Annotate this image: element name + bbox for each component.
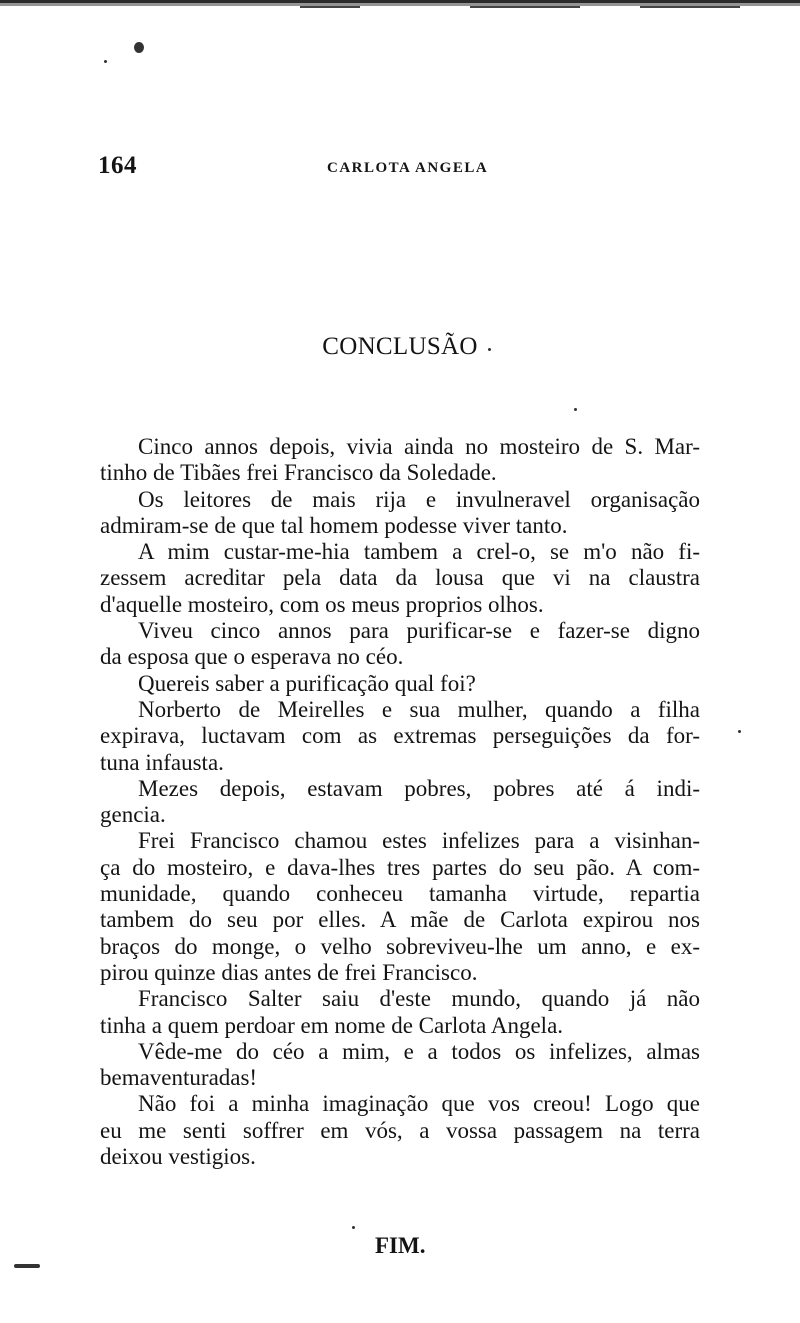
- text-line: Os leitores de mais rija e invulneravel organisação: [138, 486, 700, 512]
- text-line: zessem acreditar pela data da lousa que vi na claustra: [100, 565, 700, 591]
- ink-speck: [134, 42, 144, 53]
- text-line: Francisco Salter saiu d'este mundo, quando já não: [138, 986, 700, 1012]
- ink-speck: [104, 60, 107, 63]
- text-line: tambem do seu por elles. A mãe de Carlota expirou nos: [100, 907, 700, 933]
- scan-artifact: [300, 6, 360, 8]
- text-line: bemaventuradas!: [100, 1065, 258, 1091]
- text-line: expirava, luctavam com as extremas perseguições da for-: [100, 723, 700, 749]
- text-line: tinha a quem perdoar em nome de Carlota Angela.: [100, 1012, 564, 1038]
- chapter-title: CONCLUSÃO: [322, 333, 478, 360]
- text-line: deixou vestigios.: [100, 1144, 256, 1170]
- scan-artifact: [640, 6, 740, 8]
- text-line: admiram-se de que tal homem podesse viver tanto.: [100, 512, 568, 538]
- text-line: Mezes depois, estavam pobres, pobres até á indi-: [138, 775, 700, 801]
- ink-speck: [352, 1226, 355, 1229]
- text-line: eu me senti soffrer em vós, a vossa passagem na terra: [100, 1117, 700, 1143]
- text-line: tinho de Tibães frei Francisco da Soledade.: [100, 460, 497, 486]
- text-line: braços do monge, o velho sobreviveu-lhe um anno, e ex-: [100, 933, 700, 959]
- end-mark: FIM.: [375, 1233, 426, 1258]
- body-text: [100, 434, 700, 1170]
- text-line: munidade, quando conheceu tamanha virtude, repartia: [100, 881, 700, 907]
- text-line: d'aquelle mosteiro, com os meus proprios olhos.: [100, 591, 544, 617]
- text-line: ça do mosteiro, e dava-lhes tres partes do seu pão. A com-: [100, 854, 700, 880]
- scan-mark: [14, 1264, 40, 1268]
- text-line: Vêde-me do céo a mim, e a todos os infelizes, almas: [138, 1038, 700, 1064]
- text-line: Cinco annos depois, vivia ainda no mosteiro de S. Mar-: [138, 434, 700, 459]
- text-line: tuna infausta.: [100, 749, 224, 775]
- text-line: Norberto de Meirelles e sua mulher, quando a filha: [138, 696, 700, 722]
- scan-artifact: [470, 6, 580, 8]
- text-line: Não foi a minha imaginação que vos creou! Logo que: [138, 1091, 700, 1117]
- text-line: A mim custar-me-hia tambem a crel-o, se m'o não fi-: [138, 539, 700, 565]
- text-line: Quereis saber a purificação qual foi?: [138, 670, 476, 696]
- running-title: CARLOTA ANGELA: [327, 160, 489, 176]
- text-line: Frei Francisco chamou estes infelizes para a visinhan-: [138, 828, 700, 854]
- ink-speck: [574, 408, 577, 411]
- ink-speck: [738, 730, 741, 733]
- text-line: da esposa que o esperava no céo.: [100, 644, 404, 670]
- page-number: 164: [98, 152, 137, 179]
- text-line: gencia.: [100, 802, 166, 828]
- text-line: pirou quinze dias antes de frei Francisco.: [100, 959, 478, 985]
- text-line: Viveu cinco annos para purificar-se e fazer-se digno: [138, 618, 700, 644]
